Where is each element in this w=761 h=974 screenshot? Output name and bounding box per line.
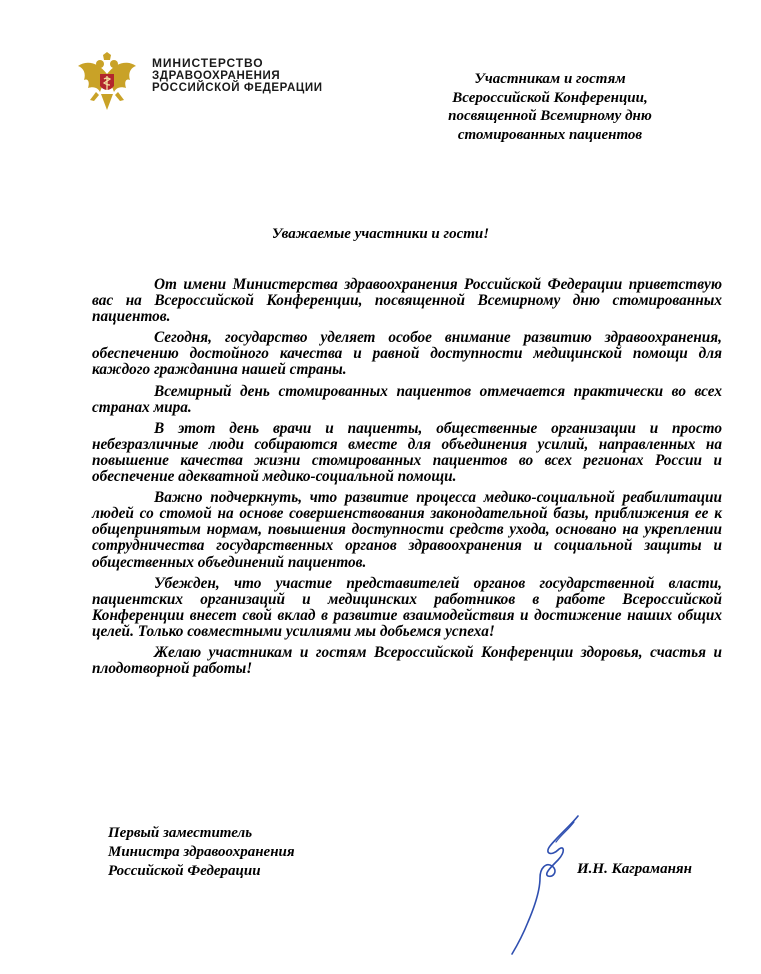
- greeting: Уважаемые участники и гости!: [271, 226, 490, 242]
- signer-position-line-3: Российской Федерации: [108, 863, 261, 879]
- addressee-line-4: стомированных пациентов: [457, 126, 643, 143]
- paragraph: Всемирный день стомированных пациентов отмечается практически во всех странах мира.: [92, 382, 722, 416]
- double-headed-eagle-emblem-icon: [76, 52, 138, 112]
- paragraph: От имени Министерства здравоохранения Российской Федерации приветствую вас на Всероссийской Конференции, посвященной Всемирному дню стомированных пациентов.: [92, 276, 722, 326]
- letter-body: [92, 277, 722, 682]
- paragraph: Важно подчеркнуть, что развитие процесса медико-социальной реабилитации людей со стомой на основе совершенствования законодательной базы, приближения ее к общепринятым нормам, повышения доступности средств ухода, основано на укреплении сотрудничества государственных органов здравоохранения и социальной защиты и общественных объединений пациентов.: [92, 489, 722, 571]
- ministry-line-1: МИНИСТЕРСТВО: [152, 56, 264, 70]
- paragraph: Сегодня, государство уделяет особое внимание развитию здравоохранения, обеспечению достойного качества и равной доступности медицинской помощи для каждого гражданина нашей страны.: [92, 329, 722, 379]
- signer-position: [108, 824, 295, 881]
- signer-position-line-1: Первый заместитель: [108, 825, 253, 841]
- ministry-line-3: РОССИЙСКОЙ ФЕДЕРАЦИИ: [152, 82, 323, 94]
- paragraph: Убежден, что участие представителей органов государственной власти, пациентских организаций и медицинских работников в работе Всероссийской Конференции внесет свой вклад в развитие взаимодействия и достижение наших общих целей. Только совместными усилиями мы добьемся успеха!: [92, 574, 722, 640]
- handwritten-signature: [500, 812, 610, 962]
- addressee-block: [420, 70, 680, 144]
- addressee-line-1: Участникам и гостям: [474, 71, 626, 87]
- addressee-line-3: посвященной Всемирному дню: [448, 108, 652, 124]
- paragraph: В этот день врачи и пациенты, общественные организации и просто небезразличные люди собираются вместе для объединения усилий, направленных на повышение качества жизни стомированных пациентов во всех регионах России и обеспечение адекватной медико-социальной помощи.: [92, 419, 722, 486]
- ministry-line-2: ЗДРАВООХРАНЕНИЯ: [152, 69, 281, 82]
- signer-position-line-2: Министра здравоохранения: [108, 844, 295, 860]
- paragraph: Желаю участникам и гостям Всероссийской Конференции здоровья, счастья и плодотворной работы!: [92, 643, 722, 678]
- addressee-line-2: Всероссийской Конференции,: [452, 89, 648, 106]
- signer-name: И.Н. Каграманян: [577, 861, 692, 877]
- ministry-header: [152, 57, 323, 95]
